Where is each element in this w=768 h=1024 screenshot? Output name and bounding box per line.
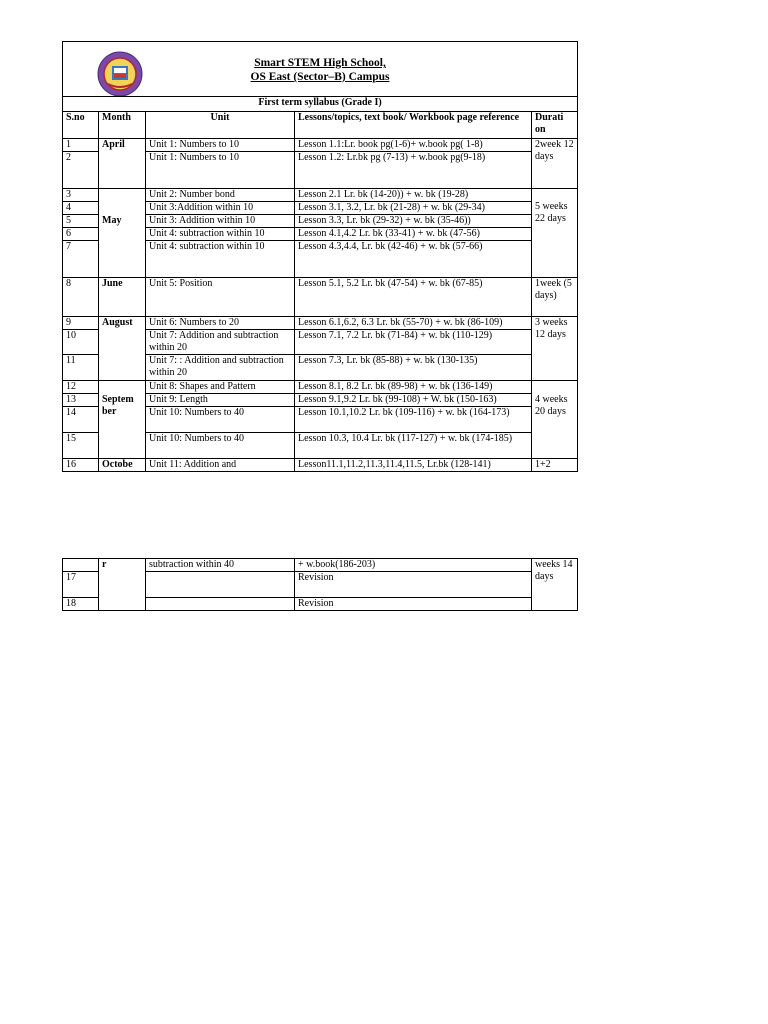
row-sno: 10 [63, 330, 99, 355]
row-lesson: Lesson 6.1,6.2, 6.3 Lr. bk (55-70) + w. bk (86-109) [295, 317, 532, 330]
duration-june: 1week (5 days) [532, 278, 578, 317]
row-unit: Unit 1: Numbers to 10 [146, 152, 295, 189]
row-unit: Unit 11: Addition and [146, 459, 295, 472]
row-unit [146, 598, 295, 611]
term-title-row [63, 97, 578, 112]
row-lesson: Lesson 1.2: Lr.bk pg (7-13) + w.book pg(9-18) [295, 152, 532, 189]
row-lesson: Lesson 2.1 Lr. bk (14-20)) + w. bk (19-28) [295, 189, 532, 202]
row-unit [146, 572, 295, 598]
row-sno: 12 [63, 381, 99, 394]
duration-august: 3 weeks 12 days [532, 317, 578, 381]
row-sno: 17 [63, 572, 99, 598]
table-row [63, 189, 578, 202]
header-unit: Unit [146, 112, 295, 139]
school-name-line2: OS East (Sector–B) Campus [250, 71, 390, 83]
duration-september [532, 381, 578, 459]
row-lesson: Lesson 10.1,10.2 Lr. bk (109-116) + w. bk (164-173) [295, 407, 532, 433]
row-lesson: Lesson 7.3, Lr. bk (85-88) + w. bk (130-135) [295, 355, 532, 381]
header-month: Month [99, 112, 146, 139]
row-sno: 9 [63, 317, 99, 330]
syllabus-sheet-continued [62, 558, 577, 611]
row-unit: Unit 3:Addition within 10 [146, 202, 295, 215]
school-header [63, 42, 578, 97]
duration-october: 1+2 [532, 459, 578, 472]
row-unit: Unit 10: Numbers to 40 [146, 433, 295, 459]
row-lesson: Lesson 7.1, 7.2 Lr. bk (71-84) + w. bk (110-129) [295, 330, 532, 355]
row-sno [63, 559, 99, 572]
month-september [99, 381, 146, 459]
duration-april: 2week 12 days [532, 139, 578, 189]
table-row [63, 459, 578, 472]
term-title: First term syllabus (Grade I) [63, 97, 578, 112]
table-row [63, 381, 578, 394]
row-unit: Unit 7: Addition and subtraction within 20 [146, 330, 295, 355]
row-sno: 16 [63, 459, 99, 472]
month-may-label: May [102, 215, 122, 226]
month-october-cont: r [99, 559, 146, 611]
month-april: April [99, 139, 146, 189]
month-june: June [99, 278, 146, 317]
table-row [63, 317, 578, 330]
duration-october-cont: weeks 14 days [532, 559, 578, 611]
month-september-label: Septem ber [102, 394, 134, 417]
school-name-line1: Smart STEM High School, [254, 57, 386, 69]
row-lesson: Lesson 3.1, 3.2, Lr. bk (21-28) + w. bk (29-34) [295, 202, 532, 215]
row-sno: 13 [63, 394, 99, 407]
school-name [63, 56, 577, 84]
row-sno: 3 [63, 189, 99, 202]
row-unit: Unit 4: subtraction within 10 [146, 228, 295, 241]
row-unit: Unit 3: Addition within 10 [146, 215, 295, 228]
row-lesson: Lesson 4.1,4.2 Lr. bk (33-41) + w. bk (47-56) [295, 228, 532, 241]
row-unit: Unit 2: Number bond [146, 189, 295, 202]
header-sno: S.no [63, 112, 99, 139]
row-unit: Unit 6: Numbers to 20 [146, 317, 295, 330]
syllabus-sheet [62, 41, 577, 472]
row-lesson: Lesson 4.3,4.4, Lr. bk (42-46) + w. bk (57-66) [295, 241, 532, 278]
duration-may-label: 5 weeks 22 days [535, 201, 568, 224]
row-unit: Unit 5: Position [146, 278, 295, 317]
row-sno: 11 [63, 355, 99, 381]
row-sno: 14 [63, 407, 99, 433]
row-sno: 4 [63, 202, 99, 215]
row-lesson: Lesson11.1,11.2,11.3,11.4,11.5, Lr.bk (128-141) [295, 459, 532, 472]
row-sno: 15 [63, 433, 99, 459]
row-sno: 6 [63, 228, 99, 241]
header-duration: Durati on [532, 112, 578, 139]
row-sno: 8 [63, 278, 99, 317]
duration-may [532, 189, 578, 278]
row-lesson: Lesson 9.1,9.2 Lr. bk (99-108) + W. bk (150-163) [295, 394, 532, 407]
row-lesson: Revision [295, 572, 532, 598]
row-unit: Unit 10: Numbers to 40 [146, 407, 295, 433]
header-lessons: Lessons/topics, text book/ Workbook page reference [295, 112, 532, 139]
row-unit: subtraction within 40 [146, 559, 295, 572]
month-august: August [99, 317, 146, 381]
row-unit: Unit 8: Shapes and Pattern [146, 381, 295, 394]
table-row [63, 278, 578, 317]
row-lesson: Lesson 5.1, 5.2 Lr. bk (47-54) + w. bk (67-85) [295, 278, 532, 317]
table-row [63, 559, 578, 572]
row-sno: 7 [63, 241, 99, 278]
row-sno: 5 [63, 215, 99, 228]
row-lesson: Lesson 8.1, 8.2 Lr. bk (89-98) + w. bk (136-149) [295, 381, 532, 394]
row-unit: Unit 1: Numbers to 10 [146, 139, 295, 152]
row-lesson: + w.book(186-203) [295, 559, 532, 572]
school-header-row [63, 42, 578, 97]
table-header-row [63, 112, 578, 139]
row-sno: 2 [63, 152, 99, 189]
syllabus-table-continued [62, 558, 578, 611]
month-may [99, 189, 146, 278]
row-sno: 18 [63, 598, 99, 611]
table-row [63, 139, 578, 152]
row-sno: 1 [63, 139, 99, 152]
row-unit: Unit 9: Length [146, 394, 295, 407]
syllabus-table [62, 41, 578, 472]
row-lesson: Revision [295, 598, 532, 611]
duration-september-label: 4 weeks 20 days [535, 394, 568, 417]
month-october: Octobe [99, 459, 146, 472]
row-unit: Unit 7: : Addition and subtraction within 20 [146, 355, 295, 381]
row-lesson: Lesson 10.3, 10.4 Lr. bk (117-127) + w. bk (174-185) [295, 433, 532, 459]
row-lesson: Lesson 1.1:Lr. book pg(1-6)+ w.book pg( 1-8) [295, 139, 532, 152]
row-unit: Unit 4: subtraction within 10 [146, 241, 295, 278]
row-lesson: Lesson 3.3, Lr. bk (29-32) + w. bk (35-46)) [295, 215, 532, 228]
